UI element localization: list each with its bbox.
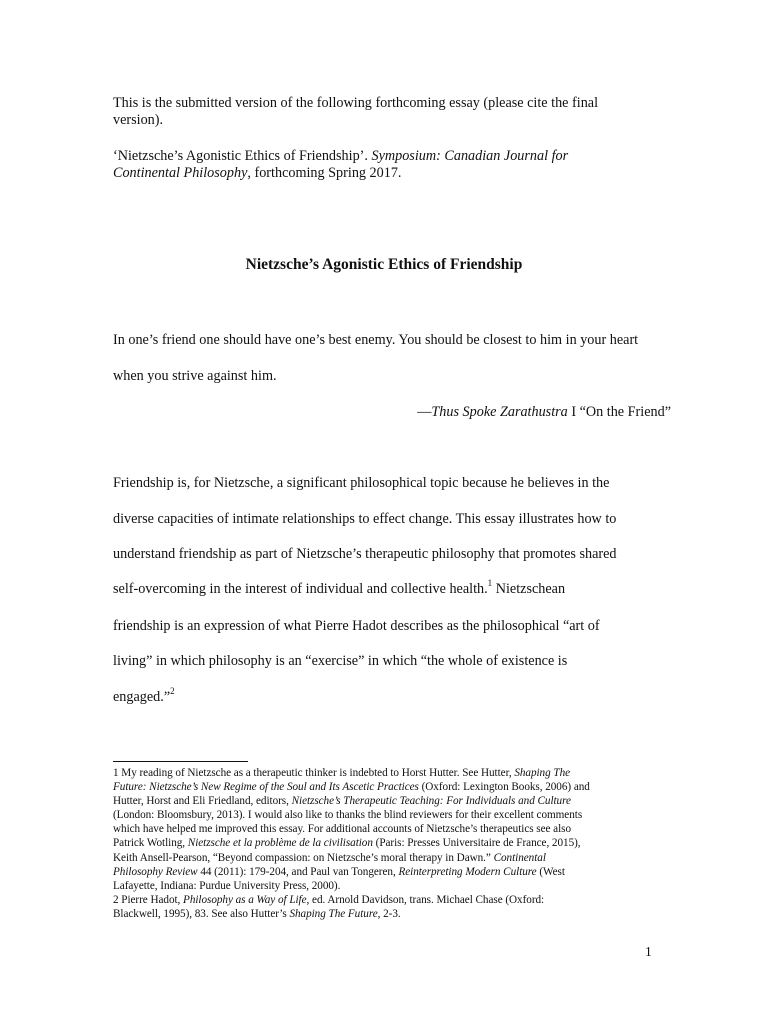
fn1-italic: Continental bbox=[493, 851, 546, 864]
submission-note bbox=[113, 95, 673, 129]
epigraph-line1: In one’s friend one should have one’s best enemy. You should be closest to him in your heart bbox=[113, 332, 639, 348]
body-line2: diverse capacities of intimate relationships to effect change. This essay illustrates how to bbox=[113, 511, 617, 527]
fn2-text: 2 Pierre Hadot, bbox=[113, 893, 184, 906]
fn2-text: , ed. Arnold Davidson, trans. Michael Chase (Oxford: bbox=[306, 893, 545, 906]
fn1-text: 1 My reading of Nietzsche as a therapeutic thinker is indebted to Horst Hutter. See Hutter, bbox=[113, 767, 515, 779]
submission-note-line2: version). bbox=[113, 112, 164, 128]
page-number: 1 bbox=[645, 944, 652, 959]
fn1-italic: Future: Nietzsche’s New Regime of the Soul and Its Ascetic Practices bbox=[113, 781, 419, 794]
body-line6: living” in which philosophy is an “exercise” in which “the whole of existence is bbox=[113, 653, 568, 669]
essay-title: Nietzsche’s Agonistic Ethics of Friendship bbox=[245, 256, 523, 273]
footnote-2-line1 bbox=[113, 893, 658, 907]
attribution-work: Thus Spoke Zarathustra bbox=[431, 404, 568, 420]
body-line4 bbox=[113, 578, 566, 598]
footnote-1-line7 bbox=[113, 851, 658, 865]
citation-line2 bbox=[113, 165, 673, 182]
fn1-text: Hutter, Horst and Eli Friedland, editors, bbox=[113, 795, 292, 808]
footnote-1-line2 bbox=[113, 780, 658, 794]
footnote-separator bbox=[113, 761, 248, 762]
footnote-1-line9: Lafayette, Indiana: Purdue University Press, 2000). bbox=[113, 879, 341, 892]
citation-tail: , forthcoming Spring 2017. bbox=[247, 165, 402, 181]
fn1-italic: Nietzsche’s Therapeutic Teaching: For Individuals and Culture bbox=[291, 795, 571, 808]
fn1-italic: Shaping The bbox=[514, 767, 571, 779]
fn2-italic: Shaping The Future bbox=[289, 907, 378, 920]
footnote-1-line8 bbox=[113, 865, 658, 879]
footnotes bbox=[113, 766, 658, 921]
body-line5: friendship is an expression of what Pierre Hadot describes as the philosophical “art of bbox=[113, 618, 600, 634]
footnote-ref-1[interactable]: 1 bbox=[487, 578, 493, 589]
epigraph-line2: when you strive against him. bbox=[113, 368, 277, 384]
fn2-text: , 2-3. bbox=[377, 907, 401, 920]
attribution-rest: I “On the Friend” bbox=[567, 404, 671, 420]
fn1-text: (West bbox=[536, 865, 565, 878]
footnote-1-line1 bbox=[113, 766, 658, 780]
citation-journal-2: Continental Philosophy bbox=[113, 165, 248, 181]
body-line7-text: engaged.” bbox=[113, 689, 171, 705]
body-line7 bbox=[113, 686, 175, 706]
fn1-text: 44 (2011): 179-204, and Paul van Tongeren, bbox=[197, 865, 399, 878]
citation-journal-1: Symposium: Canadian Journal for bbox=[371, 148, 569, 164]
fn1-text: (Paris: Presses Universitaire de France, 2015), bbox=[372, 837, 581, 850]
footnote-ref-2[interactable]: 2 bbox=[170, 686, 175, 697]
fn1-text: Keith Ansell-Pearson, “Beyond compassion: on Nietzsche’s moral therapy in Dawn.” bbox=[113, 851, 494, 864]
fn1-text: Patrick Wotling, bbox=[113, 837, 188, 850]
footnote-1-line5: which have helped me improved this essay. For additional accounts of Nietzsche’s therapeutics see also bbox=[113, 823, 572, 836]
fn2-italic: Philosophy as a Way of Life bbox=[183, 893, 307, 906]
footnote-1-line6 bbox=[113, 836, 658, 850]
footnote-1-line4: (London: Bloomsbury, 2013). I would also like to thanks the blind reviewers for their excellent comments bbox=[113, 809, 583, 822]
body-line4-text: self-overcoming in the interest of individual and collective health. bbox=[113, 581, 488, 597]
body-line1: Friendship is, for Nietzsche, a significant philosophical topic because he believes in the bbox=[113, 475, 610, 491]
fn1-italic: Reinterpreting Modern Culture bbox=[398, 865, 537, 878]
body-line4-tail: Nietzschean bbox=[492, 581, 566, 597]
citation-title: ‘Nietzsche’s Agonistic Ethics of Friendship’. bbox=[113, 148, 368, 164]
attribution-dash: — bbox=[417, 404, 432, 420]
submission-note-line1: This is the submitted version of the following forthcoming essay (please cite the final bbox=[113, 95, 599, 111]
citation bbox=[113, 148, 673, 182]
body-line3: understand friendship as part of Nietzsche’s therapeutic philosophy that promotes shared bbox=[113, 546, 617, 562]
epigraph-attribution bbox=[300, 404, 671, 421]
fn1-italic: Philosophy Review bbox=[113, 865, 198, 878]
citation-line1 bbox=[113, 148, 673, 165]
fn1-text: (Oxford: Lexington Books, 2006) and bbox=[418, 781, 590, 794]
fn2-text: Blackwell, 1995), 83. See also Hutter’s bbox=[113, 907, 290, 920]
footnote-1-line3 bbox=[113, 794, 658, 808]
footnote-2-line2 bbox=[113, 907, 658, 921]
fn1-italic: Nietzsche et la problème de la civilisation bbox=[187, 837, 373, 850]
